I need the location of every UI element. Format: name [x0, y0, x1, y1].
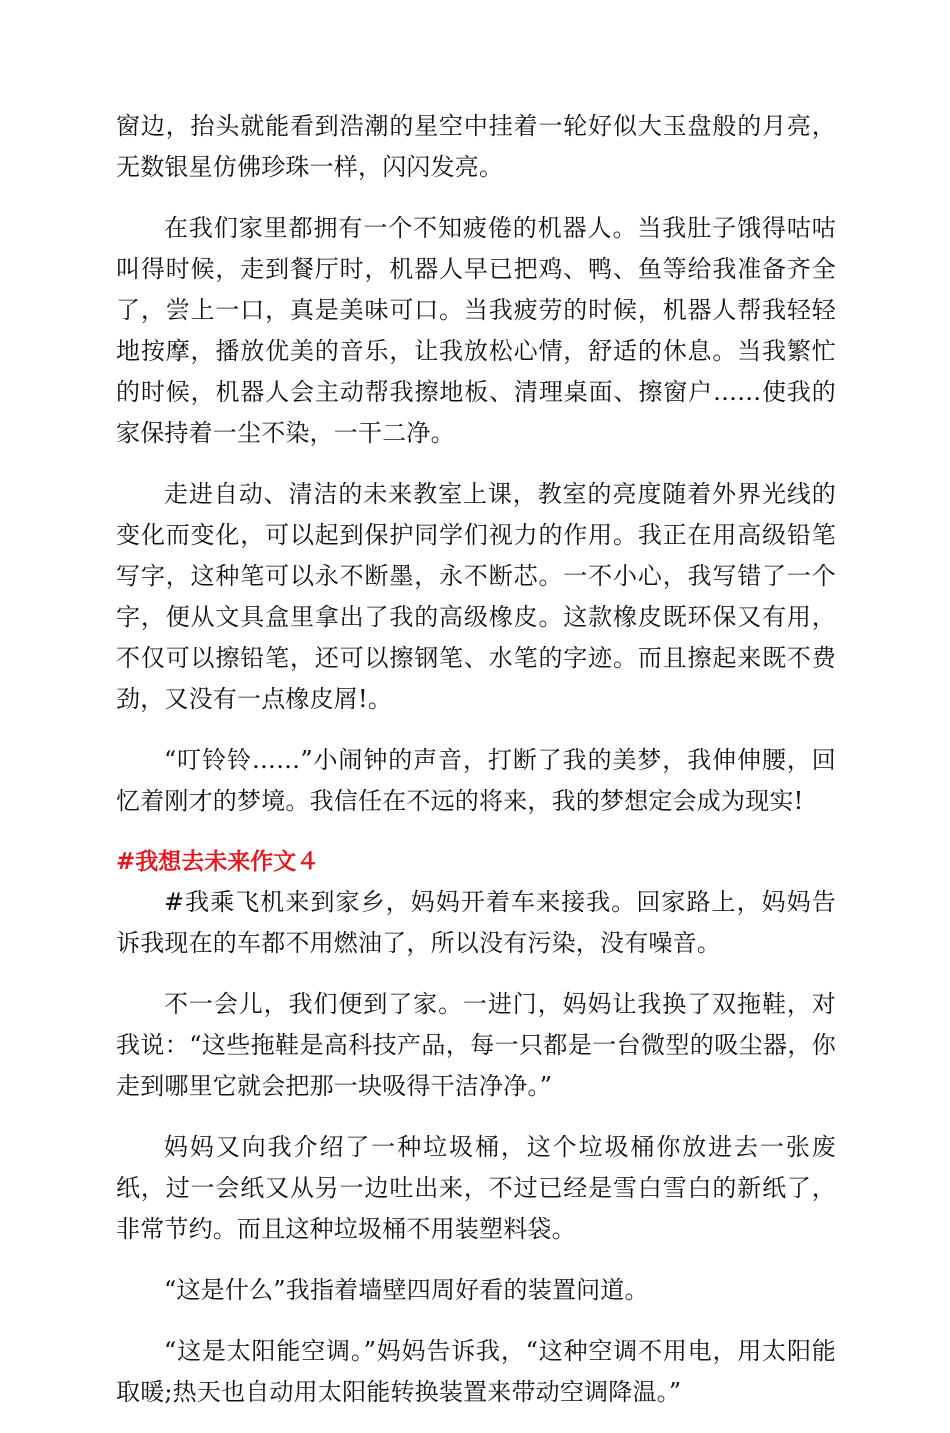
- paragraph-window-view: 窗边，抬头就能看到浩潮的星空中挂着一轮好似大玉盘般的月亮，无数银星仿佛珍珠一样，闪闪发亮。: [116, 112, 836, 181]
- paragraph-what-is-this: “这是什么”我指着墙壁四周好看的装置问道。: [164, 1276, 649, 1304]
- paragraph-plane-home: #我乘飞机来到家乡，妈妈开着车来接我。回家路上，妈妈告诉我现在的车都不用燃油了，所以没有污染，没有噪音。: [116, 888, 836, 957]
- paragraph-robot: 在我们家里都拥有一个不知疲倦的机器人。当我肚子饿得咕咕叫得时候，走到餐厅时，机器人早已把鸡、鸭、鱼等给我准备齐全了，尝上一口，真是美味可口。当我疲劳的时候，机器人帮我轻轻地按摩，播放优美的音乐，让我放松心情，舒适的休息。当我繁忙的时候，机器人会主动帮我擦地板、清理桌面、擦窗户……使我的家保持着一尘不染，一干二净。: [116, 214, 836, 447]
- paragraph-slippers: 不一会儿，我们便到了家。一进门，妈妈让我换了双拖鞋，对我说：“这些拖鞋是高科技产品，每一只都是一台微型的吸尘器，你走到哪里它就会把那一块吸得干洁净净。”: [116, 990, 836, 1100]
- paragraph-classroom: 走进自动、清洁的未来教室上课，教室的亮度随着外界光线的变化而变化，可以起到保护同学们视力的作用。我正在用高级铅笔写字，这种笔可以永不断墨，永不断芯。一不小心，我写错了一个字，便从文具盒里拿出了我的高级橡皮。这款橡皮既环保又有用，不仅可以擦铅笔，还可以擦钢笔、水笔的字迹。而且擦起来既不费劲，又没有一点橡皮屑!。: [116, 480, 836, 713]
- section-heading: #我想去未来作文４: [116, 849, 320, 875]
- document-body: [116, 106, 836, 1433]
- paragraph-trash-can: 妈妈又向我介绍了一种垃圾桶，这个垃圾桶你放进去一张废纸，过一会纸又从另一边吐出来，不过已经是雪白雪白的新纸了，非常节约。而且这种垃圾桶不用装塑料袋。: [116, 1133, 836, 1243]
- paragraph-alarm-clock: “叮铃铃……”小闹钟的声音，打断了我的美梦，我伸伸腰，回忆着刚才的梦境。我信任在不远的将来，我的梦想定会成为现实!: [116, 746, 836, 815]
- paragraph-solar-ac: “这是太阳能空调。”妈妈告诉我，“这种空调不用电，用太阳能取暖;热天也自动用太阳能转换装置来带动空调降温。”: [116, 1337, 836, 1406]
